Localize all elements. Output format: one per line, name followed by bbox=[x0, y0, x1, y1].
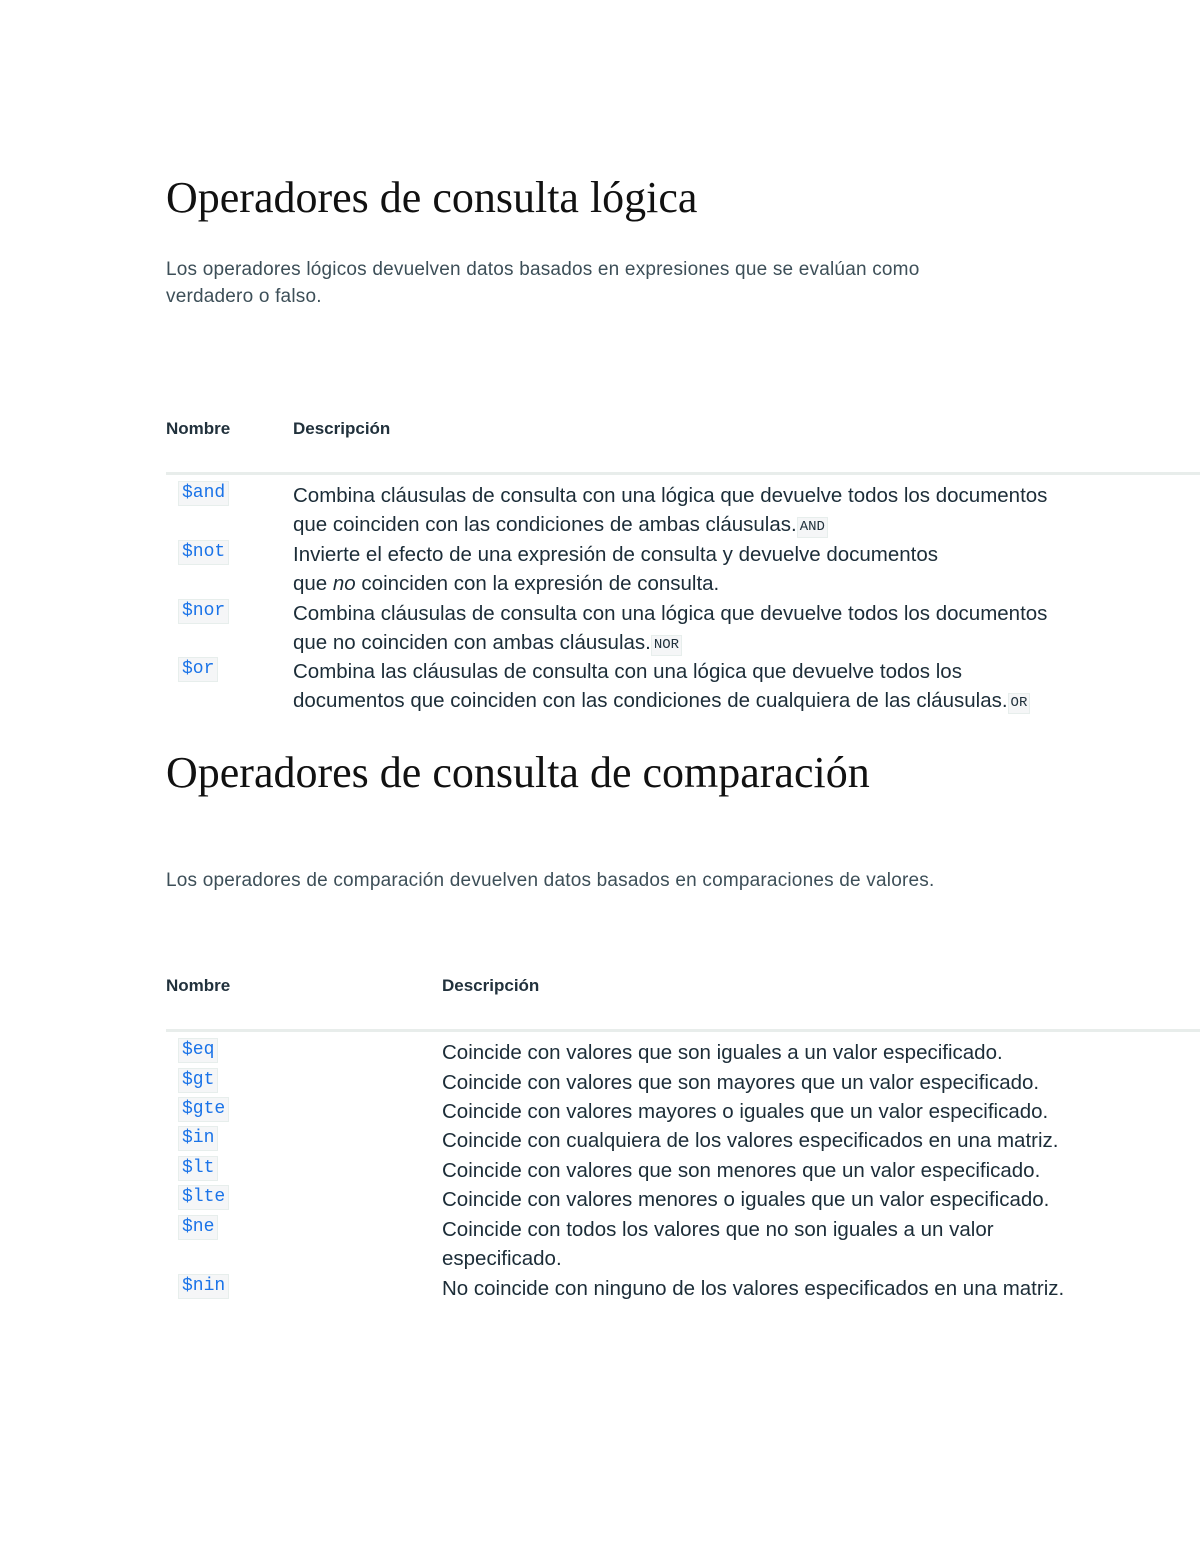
operator-link-nin[interactable]: $nin bbox=[178, 1274, 229, 1299]
logical-section-title: Operadores de consulta lógica bbox=[166, 173, 698, 222]
comparison-row-description: No coincide con ninguno de los valores especificados en una matriz. bbox=[442, 1277, 1065, 1300]
logical-table-divider bbox=[166, 472, 1200, 475]
logical-row-description: Invierte el efecto de una expresión de consulta y devuelve documentos que no coinciden con la expresión de consulta. bbox=[293, 543, 939, 595]
comparison-row-description: Coincide con valores que son menores que un valor especificado. bbox=[442, 1159, 1041, 1182]
logical-row-description: Combina cláusulas de consulta con una lógica que devuelve todos los documentos que no coinciden con ambas cláusulas. NOR bbox=[293, 602, 1048, 654]
comparison-row-description: Coincide con valores que son mayores que un valor especificado. bbox=[442, 1071, 1040, 1094]
comparison-section-intro: Los operadores de comparación devuelven datos basados en comparaciones de valores. bbox=[166, 870, 935, 891]
comparison-row-description: Coincide con valores que son iguales a un valor especificado. bbox=[442, 1041, 1003, 1064]
comparison-row-description: Coincide con todos los valores que no son iguales a un valor especificado. bbox=[442, 1218, 994, 1270]
operator-link-eq[interactable]: $eq bbox=[178, 1038, 218, 1063]
logical-row-description: Combina cláusulas de consulta con una lógica que devuelve todos los documentos que coinciden con las condiciones de ambas cláusulas. AND bbox=[293, 484, 1048, 536]
operator-link-gt[interactable]: $gt bbox=[178, 1068, 218, 1093]
emphasis-no: no bbox=[332, 572, 356, 595]
comparison-row-description: Coincide con cualquiera de los valores especificados en una matriz. bbox=[442, 1129, 1059, 1152]
comparison-header-name: Nombre bbox=[166, 976, 231, 995]
keyword-nor: NOR bbox=[651, 635, 682, 656]
comparison-header-description: Descripción bbox=[442, 976, 540, 995]
operator-link-lte[interactable]: $lte bbox=[178, 1185, 229, 1210]
logical-header-name: Nombre bbox=[166, 419, 231, 438]
operator-link-not[interactable]: $not bbox=[178, 540, 229, 565]
operator-link-ne[interactable]: $ne bbox=[178, 1215, 218, 1240]
operator-link-or[interactable]: $or bbox=[178, 657, 218, 682]
operator-link-and[interactable]: $and bbox=[178, 481, 229, 506]
operator-link-lt[interactable]: $lt bbox=[178, 1156, 218, 1181]
logical-header-description: Descripción bbox=[293, 419, 391, 438]
comparison-row-description: Coincide con valores menores o iguales que un valor especificado. bbox=[442, 1188, 1050, 1211]
comparison-section-title: Operadores de consulta de comparación bbox=[166, 748, 870, 797]
operator-link-in[interactable]: $in bbox=[178, 1126, 218, 1151]
logical-intro-line-1: Los operadores lógicos devuelven datos basados en expresiones que se evalúan como bbox=[166, 259, 920, 280]
operator-link-nor[interactable]: $nor bbox=[178, 599, 229, 624]
comparison-table-divider bbox=[166, 1029, 1200, 1032]
logical-intro-line-2: verdadero o falso. bbox=[166, 286, 322, 307]
operator-link-gte[interactable]: $gte bbox=[178, 1097, 229, 1122]
comparison-row-description: Coincide con valores mayores o iguales que un valor especificado. bbox=[442, 1100, 1049, 1123]
logical-section-intro bbox=[166, 256, 1066, 310]
logical-row-description: Combina las cláusulas de consulta con una lógica que devuelve todos los documentos que coinciden con las condiciones de cualquiera de las cláusulas. OR bbox=[293, 657, 1030, 715]
keyword-and: AND bbox=[797, 517, 828, 538]
keyword-or: OR bbox=[1008, 693, 1031, 714]
